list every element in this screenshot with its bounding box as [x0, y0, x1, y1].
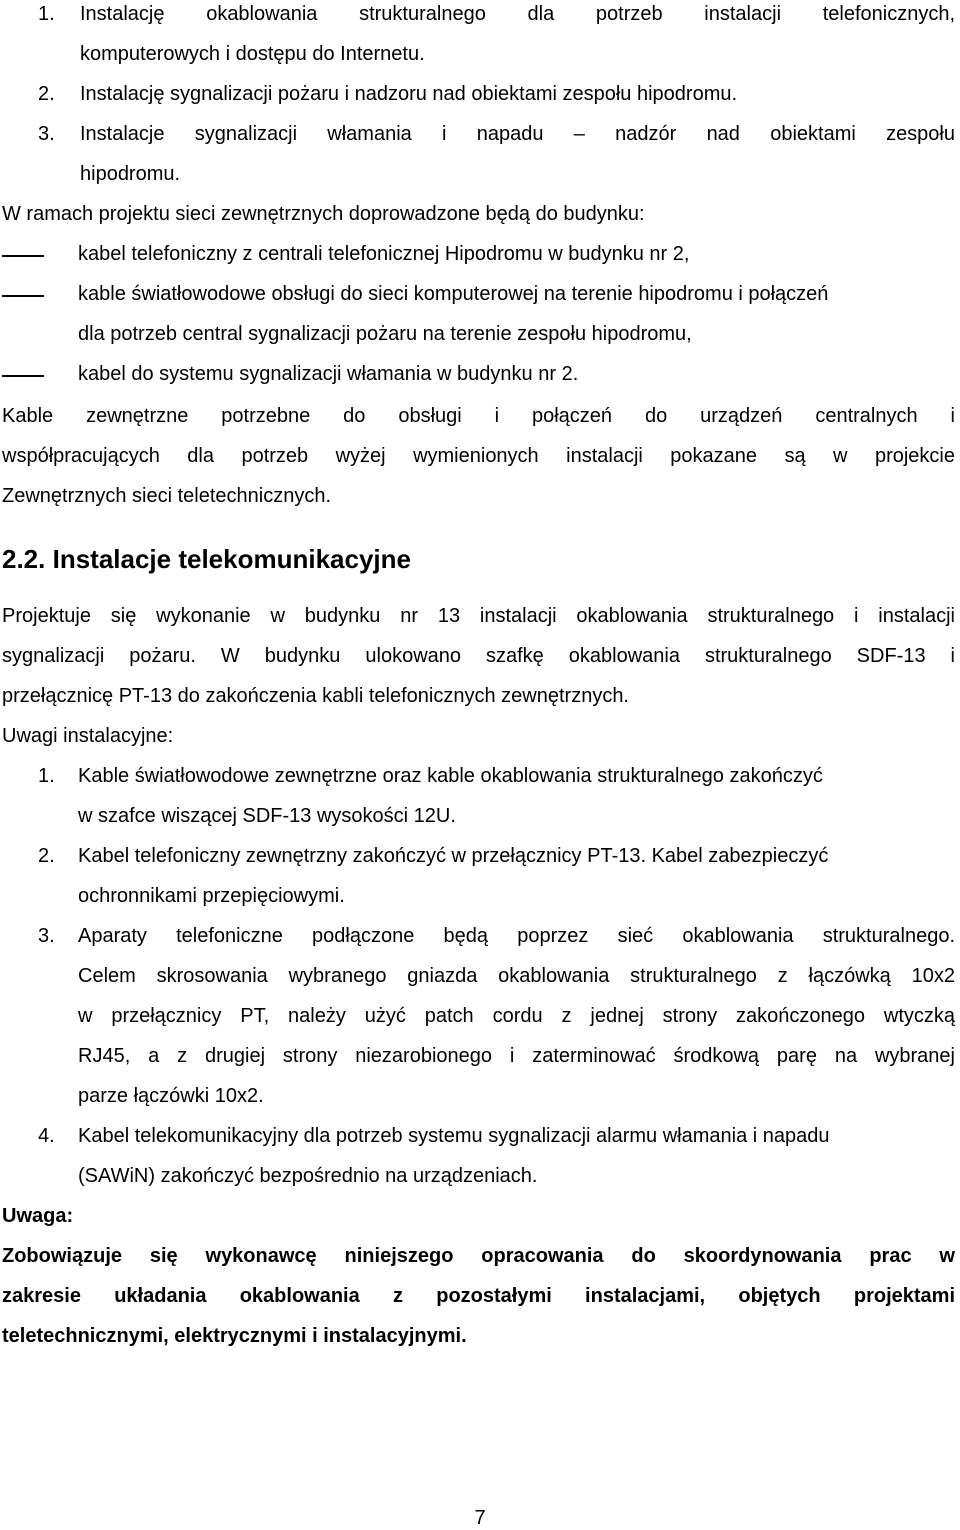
paragraph-line: Projektuje się wykonanie w budynku nr 13 instalacji okablowania strukturalnego i instalacji [2, 605, 955, 627]
remark-text: Kabel telekomunikacyjny dla potrzeb systemu sygnalizacji alarmu włamania i napadu [78, 1125, 830, 1147]
note-line: teletechnicznymi, elektrycznymi i instalacyjnymi. [2, 1325, 467, 1347]
section-heading: 2.2. Instalacje telekomunikacyjne [2, 544, 411, 574]
paragraph-line: Zewnętrznych sieci teletechnicznych. [2, 485, 332, 507]
dash-bullet [2, 295, 44, 297]
list-item-text: Instalację sygnalizacji pożaru i nadzoru nad obiektami zespołu hipodromu. [80, 83, 738, 105]
list-item-text: Instalację okablowania strukturalnego dla potrzeb instalacji telefonicznych, [80, 3, 955, 25]
remark-number: 4. [38, 1125, 55, 1147]
remark-text: Kable światłowodowe zewnętrzne oraz kable okablowania strukturalnego zakończyć [78, 765, 823, 787]
remark-text: Kabel telefoniczny zewnętrzny zakończyć w przełącznicy PT-13. Kabel zabezpieczyć [78, 845, 829, 867]
remark-text: Aparaty telefoniczne podłączone będą poprzez sieć okablowania strukturalnego. [78, 925, 955, 947]
dash-item-text: dla potrzeb central sygnalizacji pożaru na terenie zespołu hipodromu, [78, 323, 692, 345]
remark-text: w przełącznicy PT, należy użyć patch cordu z jednej strony zakończonego wtyczką [78, 1005, 955, 1027]
intro-text: W ramach projektu sieci zewnętrznych doprowadzone będą do budynku: [2, 203, 645, 225]
note-label: Uwaga: [2, 1205, 74, 1227]
dash-bullet [2, 375, 44, 377]
remark-text: w szafce wiszącej SDF-13 wysokości 12U. [78, 805, 456, 827]
remark-number: 3. [38, 925, 55, 947]
list-item-text: hipodromu. [80, 163, 181, 185]
list-item-text: Instalacje sygnalizacji włamania i napadu – nadzór nad obiektami zespołu [80, 123, 955, 145]
page-number: 7 [474, 1507, 486, 1529]
remark-text: Celem skrosowania wybranego gniazda okablowania strukturalnego z łączówką 10x2 [78, 965, 955, 987]
remark-text: ochronnikami przepięciowymi. [78, 885, 345, 907]
remark-text: RJ45, a z drugiej strony niezarobionego i zaterminować środkową parę na wybranej [78, 1045, 955, 1067]
paragraph-line: Kable zewnętrzne potrzebne do obsługi i połączeń do urządzeń centralnych i [2, 405, 955, 427]
dash-item-text: kabel do systemu sygnalizacji włamania w budynku nr 2. [78, 363, 579, 385]
remark-number: 2. [38, 845, 55, 867]
list-number: 2. [38, 83, 55, 105]
remark-text: (SAWiN) zakończyć bezpośrednio na urządzeniach. [78, 1165, 538, 1187]
note-line: zakresie układania okablowania z pozostałymi instalacjami, objętych projektami [2, 1285, 955, 1307]
dash-item-text: kable światłowodowe obsługi do sieci komputerowej na terenie hipodromu i połączeń [78, 283, 829, 305]
remarks-label: Uwagi instalacyjne: [2, 725, 174, 747]
note-line: Zobowiązuje się wykonawcę niniejszego opracowania do skoordynowania prac w [2, 1245, 955, 1267]
paragraph-line: współpracujących dla potrzeb wyżej wymienionych instalacji pokazane są w projekcie [2, 445, 955, 467]
list-number: 3. [38, 123, 55, 145]
dash-item-text: kabel telefoniczny z centrali telefonicznej Hipodromu w budynku nr 2, [78, 243, 690, 265]
remark-number: 1. [38, 765, 55, 787]
dash-bullet [2, 255, 44, 257]
list-item-text: komputerowych i dostępu do Internetu. [80, 43, 425, 65]
list-number: 1. [38, 3, 55, 25]
paragraph-line: przełącznicę PT-13 do zakończenia kabli telefonicznych zewnętrznych. [2, 685, 629, 707]
paragraph-line: sygnalizacji pożaru. W budynku ulokowano szafkę okablowania strukturalnego SDF-13 i [2, 645, 955, 667]
remark-text: parze łączówki 10x2. [78, 1085, 264, 1107]
